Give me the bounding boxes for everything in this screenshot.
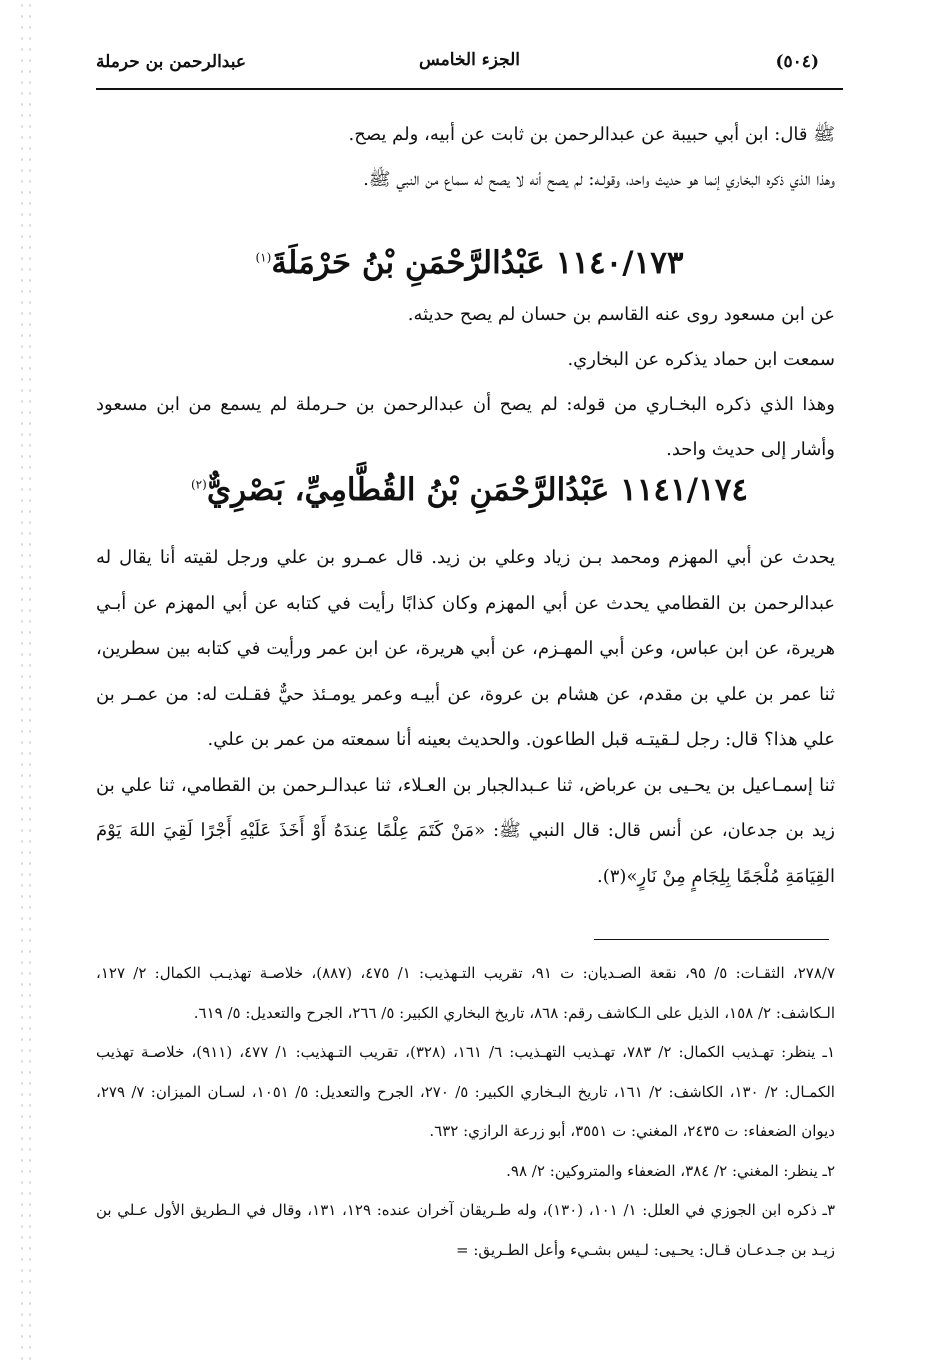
footnote: ١ـ ينظر: تهـذيب الكمال: ٢/ ٧٨٣، تهـذيب التهـذيب: ٦/ ١٦١، (٣٢٨)، تقريب التـهذيب: ١/ ٤٧٧، (٩١١)، خلاصـة تهذيب الكمـال: ٢/ ١٣٠، الكاشف: ٢/ ١٦١، تاريخ البـخاري الكبير: ٥/ ٢٧٠، الجرح والتعديل: ٥/ ١٠٥١، لسـان الميزان: ٧/ ٢٧٩، ديوان الضعفاء: ت ٢٤٣٥، المغني: ت ٣٥٥١، أبو زرعة الرازي: ٦٣٢. <box>96 1043 836 1140</box>
entry-heading-text: ١١٤١/١٧٤ عَبْدُالرَّحْمَنِ بْنُ القُطَّامِيِّ، بَصْرِيٌّ <box>206 472 748 508</box>
footnote: ٢ـ ينظر: المغني: ٢/ ٣٨٤، الضعفاء والمتروكين: ٢/ ٩٨. <box>506 1161 835 1180</box>
binding-margin-dots <box>18 0 34 1365</box>
entry-heading-text: ١١٤٠/١٧٣ عَبْدُالرَّحْمَنِ بْنُ حَرْمَلَةَ <box>271 245 684 281</box>
entry-paragraph: يحدث عن أبي المهزم ومحمد بـن زياد وعلي بن زيد. قال عمـرو بن علي ورجل لقيته أنا يقال له عبدالرحمن بن القطامي يحدث عن أبي المهزم وكان كذابًا رأيت في كتابه عن أبي المهزم عن أبـي هريرة، عن ابن عباس، وعن أبي المهـزم، عن أبي هريرة، عن ابن عمر ورأيت في كتابه بين سطرين، ثنا عمر بن علي بن مقدم، عن هشام بن عروة، عن أبيـه وعمر يومـئذ حيٌّ فقـلت له: من عمـر بن علي هذا؟ قال: رجل لـقيتـه قبل الطاعون. والحديث بعينه أنا سمعته من عمر بن علي. <box>96 547 835 750</box>
footnote-ref: (١) <box>255 250 272 265</box>
entry-line: وهذا الذي ذكره البخـاري من قوله: لم يصح أن عبدالرحمن بن حـرملة لم يسمع من ابن مسعود وأشار إلى حديث واحد. <box>96 394 835 460</box>
intro-line: ﷺ قال: ابن أبي حبيبة عن عبدالرحمن بن ثابت عن أبيه، ولم يصح. <box>348 124 835 145</box>
entry-line: عن ابن مسعود روى عنه القاسم بن حسان لم يصح حديثه. <box>407 304 835 325</box>
entry-173-body <box>96 292 835 472</box>
entry-line: سمعت ابن حماد يذكره عن البخاري. <box>567 349 835 370</box>
entry-paragraph: ثنا إسمـاعيل بن يحـيى بن عرباض، ثنا عـبدالجبار بن العـلاء، ثنا عبدالـرحمن بن القطامي، ثنا علي بن زيد بن جدعان، عن أنس قال: قال النبي ﷺ: «مَنْ كَتَمَ عِلْمًا عِندَهُ أَوْ أَخَذَ عَلَيْهِ أَجْرًا لَقِيَ اللهَ يَوْمَ القِيَامَةِ مُلْجَمًا بِلِجَامٍ مِنْ نَارٍ»(٣). <box>96 774 835 887</box>
footnote-ref: (٢) <box>190 477 207 492</box>
footnotes <box>96 954 835 1270</box>
footnote: ٣ـ ذكره ابن الجوزي في العلل: ١/ ١٠١، (١٣٠)، وله طـريقان آخران عنده: ١٢٩، ١٣١، وقال في الـطريق الأول عـلي بن زيـد بن جـدعـان قـال: يحـيى: لـيس بشـيء وأعل الطـريق: = <box>96 1201 836 1259</box>
header-rule <box>96 88 843 90</box>
entry-174-body <box>96 535 835 899</box>
entry-heading-174 <box>96 472 843 508</box>
volume-title: الجزء الخامس <box>418 50 520 70</box>
entry-heading-173 <box>96 245 843 281</box>
intro-line: وهذا الذي ذكره البخاري إنما هو حديث واحد، وقولـه: لم يصح أنه لا يصح له سماع من النبي ﷺ. <box>363 169 835 190</box>
footnote: ٢٧٨/٧، الثقـات: ٥/ ٩٥، نقعة الصـديان: ت ٩١، تقريب التـهذيب: ١/ ٤٧٥، (٨٨٧)، خلاصـة تهذيـب الكمال: ٢/ ١٢٧، الـكاشف: ٢/ ١٥٨، الذيل على الـكاشف رقم: ٨٦٨، تاريخ البخاري الكبير: ٥/ ٢٦٦، الجرح والتعديل: ٥/ ٦١٩. <box>96 964 835 1022</box>
intro-block <box>96 112 835 202</box>
running-title: عبدالرحمن بن حرملة <box>96 52 247 72</box>
footnote-rule <box>594 939 829 940</box>
page-number: (٥٠٤) <box>775 52 819 72</box>
